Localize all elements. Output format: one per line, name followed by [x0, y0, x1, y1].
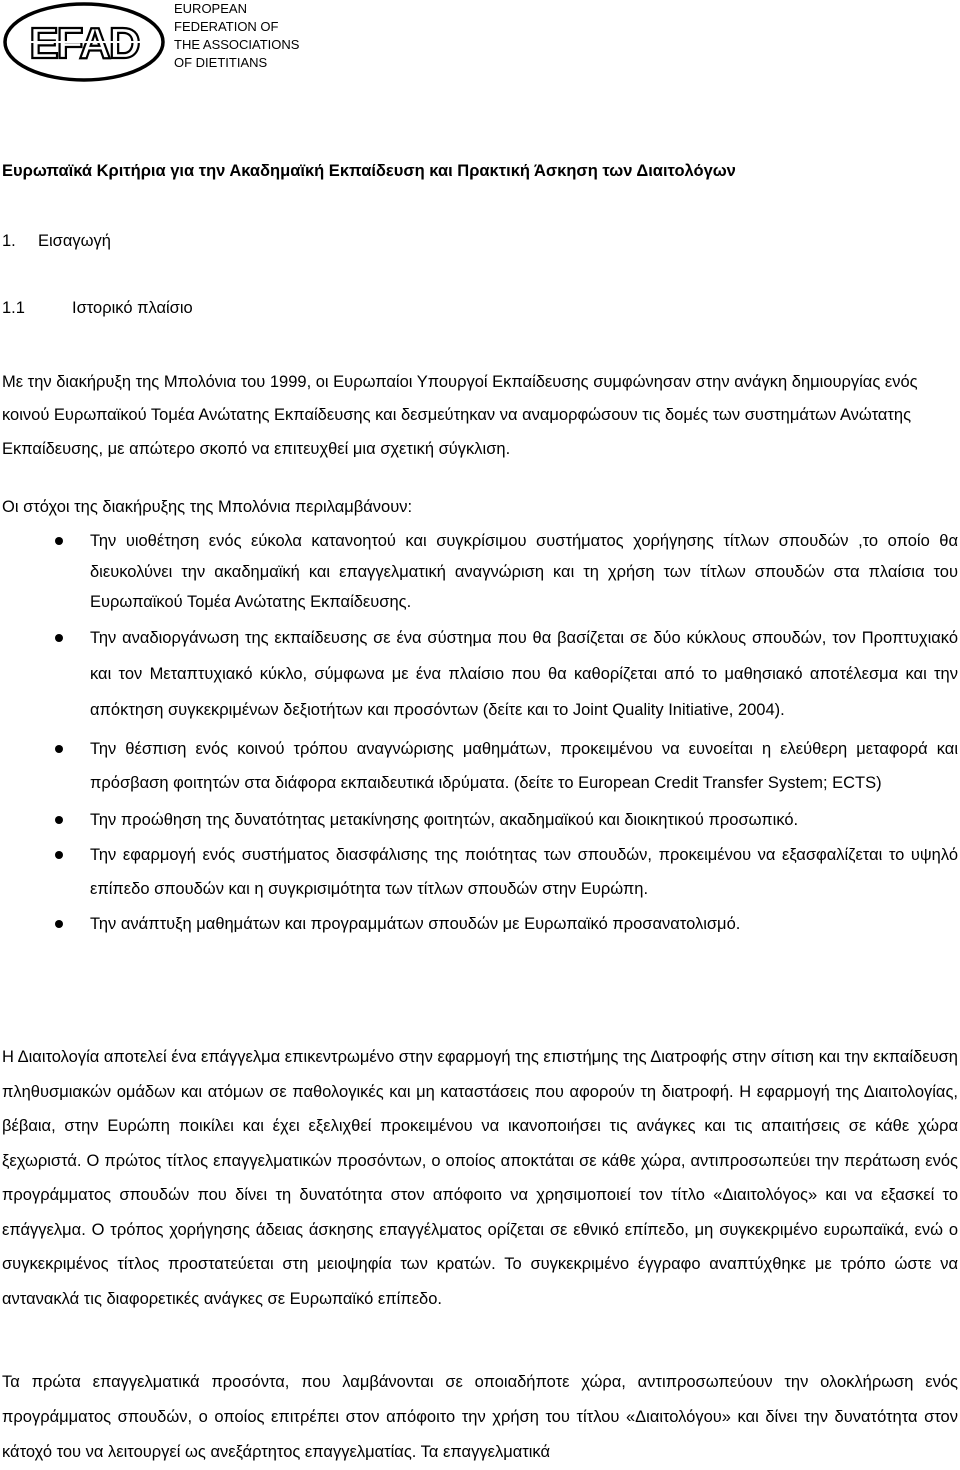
list-item: Την υιοθέτηση ενός εύκολα κατανοητού και συγκρίσιμου συστήματος χορήγησης τίτλων σπουδών ,το οποίο θα διευκολύνει την ακαδημαϊκή και επαγγελματική αναγνώριση και τη χρήση των τίτλων σπουδών στα πλαίσια του Ευρωπαϊκού Τομέα Ανώτατης Εκπαίδευσης.	[0, 526, 958, 618]
efad-logo	[2, 0, 302, 84]
list-item: Την αναδιοργάνωση της εκπαίδευσης σε ένα σύστημα που θα βασίζεται σε δύο κύκλους σπουδών, τον Προπτυχιακό και τον Μεταπτυχιακό κύκλο, σύμφωνα με ένα πλαίσιο που θα καθορίζεται από το μαθησιακό αποτέλεσμα και την απόκτηση συγκεκριμένων δεξιοτήτων και προσόντων (δείτε και το Joint Quality Initiative, 2004).	[0, 620, 958, 728]
section-1-heading	[2, 232, 111, 251]
goals-lead: Οι στόχοι της διακήρυξης της Μπολόνια περιλαμβάνουν:	[2, 498, 413, 516]
paragraph-qualifications: Τα πρώτα επαγγελματικά προσόντα, που λαμβάνονται σε οποιαδήποτε χώρα, αντιπροσωπεύουν την ολοκλήρωση ενός προγράμματος σπουδών, ο οποίος επιτρέπει στον απόφοιτο την χρήση του τίτλου «Διαιτολόγου» και δίνει την δυνατότητα στον κάτοχό του να λειτουργεί ως ανεξάρτητος επαγγελματίας. Τα επαγγελματικά	[2, 1373, 958, 1461]
logo-line-2: FEDERATION OF	[174, 19, 279, 34]
logo-line-1: EUROPEAN	[174, 1, 247, 16]
paragraph-bologna: Με την διακήρυξη της Μπολόνια του 1999, οι Ευρωπαίοι Υπουργοί Εκπαίδευσης συμφώνησαν στην ανάγκη δημιουργίας ενός κοινού Ευρωπαϊκού Τομέα Ανώτατης Εκπαίδευσης και δεσμεύτηκαν να αναμορφώσουν τις δομές των συστημάτων Ανώτατης Εκπαίδευσης, με απώτερο σκοπό να επιτευχθεί μια σχετική σύγκλιση.	[2, 373, 918, 458]
bullet-icon	[55, 816, 63, 824]
list-item: Την ανάπτυξη μαθημάτων και προγραμμάτων σπουδών με Ευρωπαϊκό προσανατολισμό.	[0, 907, 958, 941]
efad-logo-mark	[2, 0, 167, 84]
section-1-1-label: Ιστορικό πλαίσιο	[72, 299, 193, 317]
bullet-icon	[55, 745, 63, 753]
bullet-icon	[55, 851, 63, 859]
logo-line-4: OF DIETITIANS	[174, 55, 268, 70]
section-1-1-heading	[2, 299, 193, 318]
bullet-icon	[55, 920, 63, 928]
list-item: Την προώθηση της δυνατότητας μετακίνησης φοιτητών, ακαδημαϊκού και διοικητικού προσωπικό.	[0, 803, 958, 837]
efad-name	[174, 0, 299, 72]
bullet-icon	[55, 537, 63, 545]
list-item: Την θέσπιση ενός κοινού τρόπου αναγνώρισης μαθημάτων, προκειμένου να ευνοείται η ελεύθερη μεταφορά και πρόσβαση φοιτητών στα διάφορα εκπαιδευτικά ιδρύματα. (δείτε το European Credit Transfer System; ECTS)	[0, 732, 958, 800]
paragraph-dietetics: Η Διαιτολογία αποτελεί ένα επάγγελμα επικεντρωμένο στην εφαρμογή της επιστήμης της Διατροφής στην σίτιση και την εκπαίδευση πληθυσμιακών ομάδων και ατόμων σε παθολογικές και μη καταστάσεις που αφορούν τη διατροφή. Η εφαρμογή της Διαιτολογίας, βέβαια, στην Ευρώπη ποικίλει και έχει εξελιχθεί προκειμένου να ικανοποιήσει τις ανάγκες και τις απαιτήσεις σε κάθε χώρα ξεχωριστά. Ο πρώτος τίτλος επαγγελματικών προσόντων, ο οποίος αποκτάται σε κάθε χώρα, αντιπροσωπεύει την περάτωση ενός προγράμματος σπουδών που δίνει τη δυνατότητα στον απόφοιτο να χρησιμοποιεί τον τίτλο «Διαιτολόγος» και να εξασκεί το επάγγελμα. Ο τρόπος χορήγησης άδειας άσκησης επαγγέλματος ορίζεται σε εθνικό επίπεδο, μη συγκεκριμένο ευρωπαϊκά, ενώ ο συγκεκριμένος τίτλος προστατεύεται στη μειοψηφία των κρατών. Το συγκεκριμένο έγγραφο αναπτύχθηκε με τρόπο ώστε να αντανακλά τις διαφορετικές ανάγκες σε Ευρωπαϊκό επίπεδο.	[2, 1048, 958, 1308]
section-1-1-number: 1.1	[2, 299, 25, 317]
section-1-label: Εισαγωγή	[38, 232, 111, 250]
logo-line-3: THE ASSOCIATIONS	[174, 37, 300, 52]
document-title: Ευρωπαϊκά Κριτήρια για την Ακαδημαϊκή Εκπαίδευση και Πρακτική Άσκηση των Διαιτολόγων	[2, 162, 736, 180]
list-item: Την εφαρμογή ενός συστήματος διασφάλισης της ποιότητας των σπουδών, προκειμένου να εξασφαλίζεται το υψηλό επίπεδο σπουδών και η συγκρισιμότητα των τίτλων σπουδών στην Ευρώπη.	[0, 838, 958, 906]
bullet-icon	[55, 634, 63, 642]
efad-acronym: EFAD	[29, 19, 139, 68]
goals-list	[0, 526, 958, 941]
section-1-number: 1.	[2, 232, 16, 250]
